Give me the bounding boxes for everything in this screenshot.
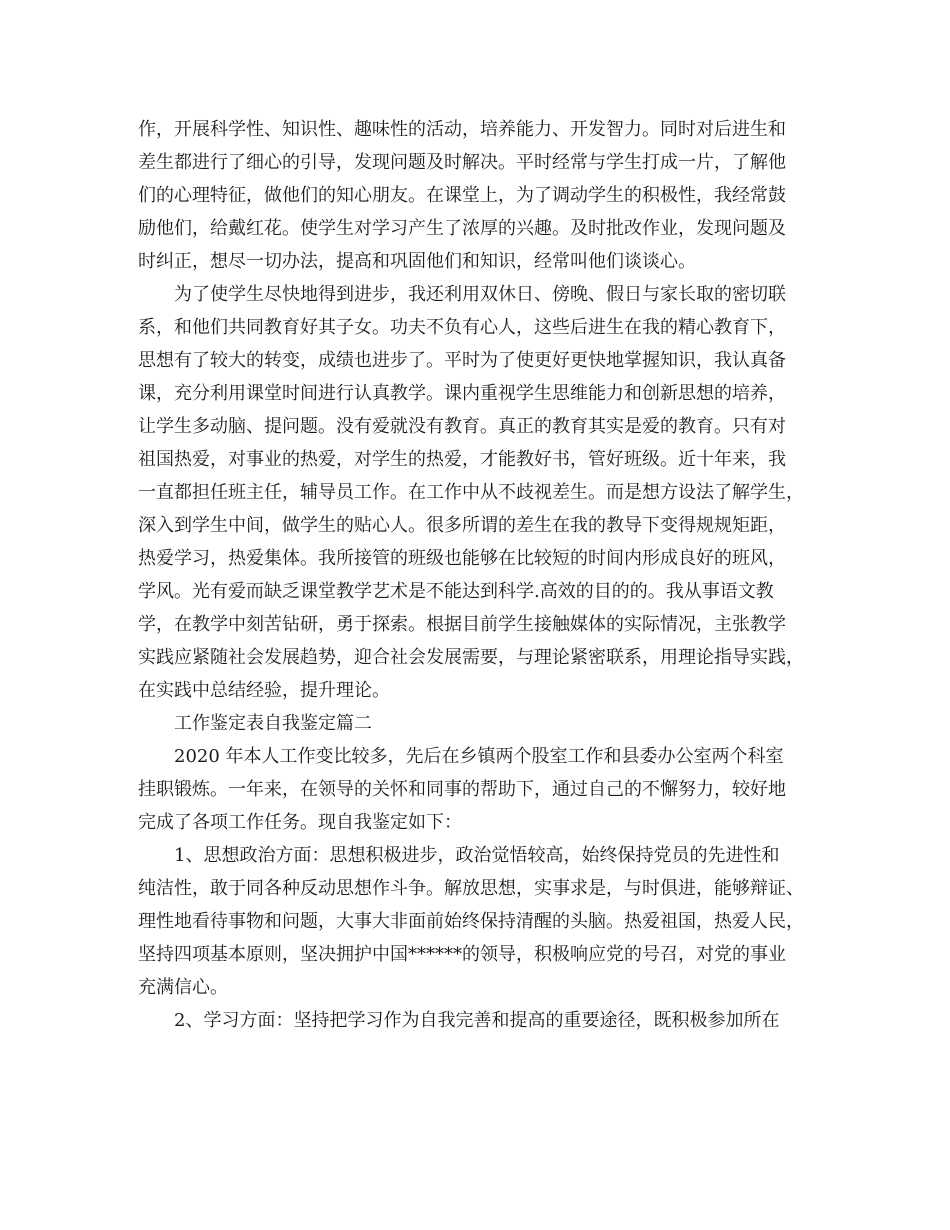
paragraph xyxy=(138,278,828,707)
text-line: 系，和他们共同教育好其子女。功夫不负有心人，这些后进生在我的精心教育下， xyxy=(138,317,786,338)
text-line: 一直都担任班主任，辅导员工作。在工作中从不歧视差生。而是想方设法了解学生， xyxy=(138,482,804,503)
paragraph xyxy=(138,1004,828,1037)
text-line: 为了使学生尽快地得到进步，我还利用双休日、傍晚、假日与家长取的密切联 xyxy=(138,284,786,305)
text-line: 思想有了较大的转变，成绩也进步了。平时为了使更好更快地掌握知识，我认真备 xyxy=(138,350,786,371)
text-line: 实践应紧随社会发展趋势，迎合社会发展需要，与理论紧密联系，用理论指导实践， xyxy=(138,647,804,668)
text-line: 作，开展科学性、知识性、趣味性的活动，培养能力、开发智力。同时对后进生和 xyxy=(138,119,786,140)
text-line: 让学生多动脑、提问题。没有爱就没有教育。真正的教育其实是爱的教育。只有对 xyxy=(138,416,786,437)
text-line: 纯洁性，敢于同各种反动思想作斗争。解放思想，实事求是，与时俱进，能够辩证、 xyxy=(138,878,804,899)
text-line: 学，在教学中刻苦钻研，勇于探索。根据目前学生接触媒体的实际情况，主张教学 xyxy=(138,614,786,635)
document-body xyxy=(138,113,828,1037)
section-heading xyxy=(138,707,828,740)
text-line: 挂职锻炼。一年来，在领导的关怀和同事的帮助下，通过自己的不懈努力，较好地 xyxy=(138,779,786,800)
section-heading-text: 工作鉴定表自我鉴定篇二 xyxy=(138,713,372,734)
text-line: 理性地看待事物和问题，大事大非面前始终保持清醒的头脑。热爱祖国，热爱人民， xyxy=(138,911,804,932)
text-line: 励他们，给戴红花。使学生对学习产生了浓厚的兴趣。及时批改作业，发现问题及 xyxy=(138,218,786,239)
text-line: 学风。光有爱而缺乏课堂教学艺术是不能达到科学.高效的目的的。我从事语文教 xyxy=(138,581,774,602)
text-line: 们的心理特征，做他们的知心朋友。在课堂上，为了调动学生的积极性，我经常鼓 xyxy=(138,185,786,206)
text-line: 课，充分利用课堂时间进行认真教学。课内重视学生思维能力和创新思想的培养， xyxy=(138,383,786,404)
text-line: 1、思想政治方面：思想积极进步，政治觉悟较高，始终保持党员的先进性和 xyxy=(138,845,780,866)
paragraph xyxy=(138,113,828,278)
text-line: 祖国热爱，对事业的热爱，对学生的热爱，才能教好书，管好班级。近十年来，我 xyxy=(138,449,786,470)
text-line: 完成了各项工作任务。现自我鉴定如下： xyxy=(138,812,462,833)
paragraph xyxy=(138,740,828,839)
text-line: 2020 年本人工作变比较多，先后在乡镇两个股室工作和县委办公室两个科室 xyxy=(138,746,784,767)
text-line: 充满信心。 xyxy=(138,977,228,998)
text-line: 坚持四项基本原则，坚决拥护中国******的领导，积极响应党的号召，对党的事业 xyxy=(138,944,786,965)
text-line: 在实践中总结经验，提升理论。 xyxy=(138,680,390,701)
text-line: 2、学习方面：坚持把学习作为自我完善和提高的重要途径，既积极参加所在 xyxy=(138,1010,780,1031)
paragraph xyxy=(138,839,828,1004)
text-line: 时纠正，想尽一切办法，提高和巩固他们和知识，经常叫他们谈谈心。 xyxy=(138,251,696,272)
text-line: 深入到学生中间，做学生的贴心人。很多所谓的差生在我的教导下变得规规矩距， xyxy=(138,515,786,536)
text-line: 差生都进行了细心的引导，发现问题及时解决。平时经常与学生打成一片，了解他 xyxy=(138,152,786,173)
text-line: 热爱学习，热爱集体。我所接管的班级也能够在比较短的时间内形成良好的班风， xyxy=(138,548,786,569)
